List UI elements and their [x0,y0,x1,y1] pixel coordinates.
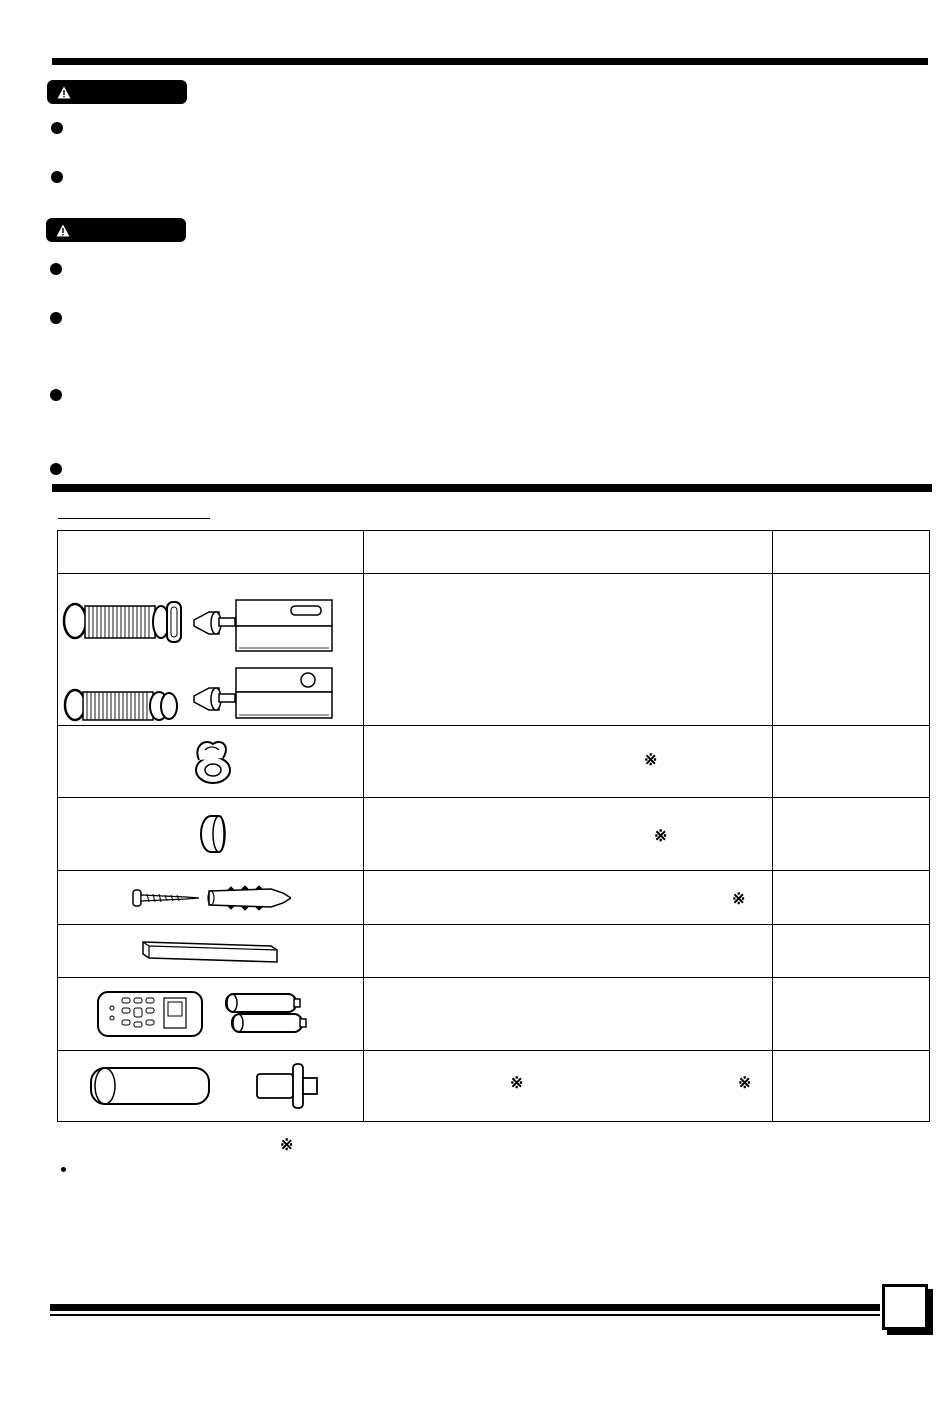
optional-mark: ※ [510,1075,524,1092]
accessory-qty [773,871,930,925]
screw-and-anchor-icon [58,871,364,925]
bullet-dot [51,171,63,183]
drain-hose-and-plug-icon [58,1051,364,1122]
table-row [58,1051,930,1122]
accessory-name [364,871,773,925]
accessory-qty [773,978,930,1051]
table-row [58,978,930,1051]
optional-mark: ※ [654,828,668,845]
optional-mark: ※ [732,891,746,908]
bullet-dot [51,122,63,134]
page-number-box [882,1284,928,1330]
note-bullet [61,1167,66,1172]
accessory-qty [773,1051,930,1122]
title-underline [58,518,210,519]
accessory-qty [773,726,930,798]
foam-strip-icon [58,925,364,978]
table-row [58,798,930,871]
section-rule [52,484,932,492]
bullet-dot [50,463,62,475]
optional-mark: ※ [644,752,658,769]
bottom-rule-thick [50,1304,880,1311]
table-row [58,871,930,925]
remote-and-batteries-icon [58,978,364,1051]
header-name [364,531,773,574]
accessory-name [364,726,773,798]
bullet-dot [50,312,62,324]
header-image [58,531,364,574]
warning-triangle-icon [56,224,70,237]
accessory-qty [773,574,930,726]
accessories-table [57,530,930,1122]
top-rule [52,58,928,65]
warning-badge-2 [46,218,186,242]
bullet-dot [50,263,62,275]
accessory-name [364,798,773,871]
accessory-name [364,978,773,1051]
footnote-mark: ※ [280,1137,294,1154]
exhaust-hose-kit-icon [58,574,364,726]
accessory-qty [773,798,930,871]
table-row [58,574,930,726]
optional-mark: ※ [738,1075,752,1092]
accessory-name [364,574,773,726]
table-row [58,726,930,798]
warning-badge-1 [47,80,187,104]
accessory-name [364,1051,773,1122]
bullet-dot [50,389,62,401]
header-qty [773,531,930,574]
bottom-rule-thin [50,1314,880,1316]
table-header-row [58,531,930,574]
warning-triangle-icon [57,86,71,99]
hose-adapter-ring-icon [58,798,364,871]
accessory-qty [773,925,930,978]
table-row [58,925,930,978]
accessory-name [364,925,773,978]
drain-connector-icon [58,726,364,798]
